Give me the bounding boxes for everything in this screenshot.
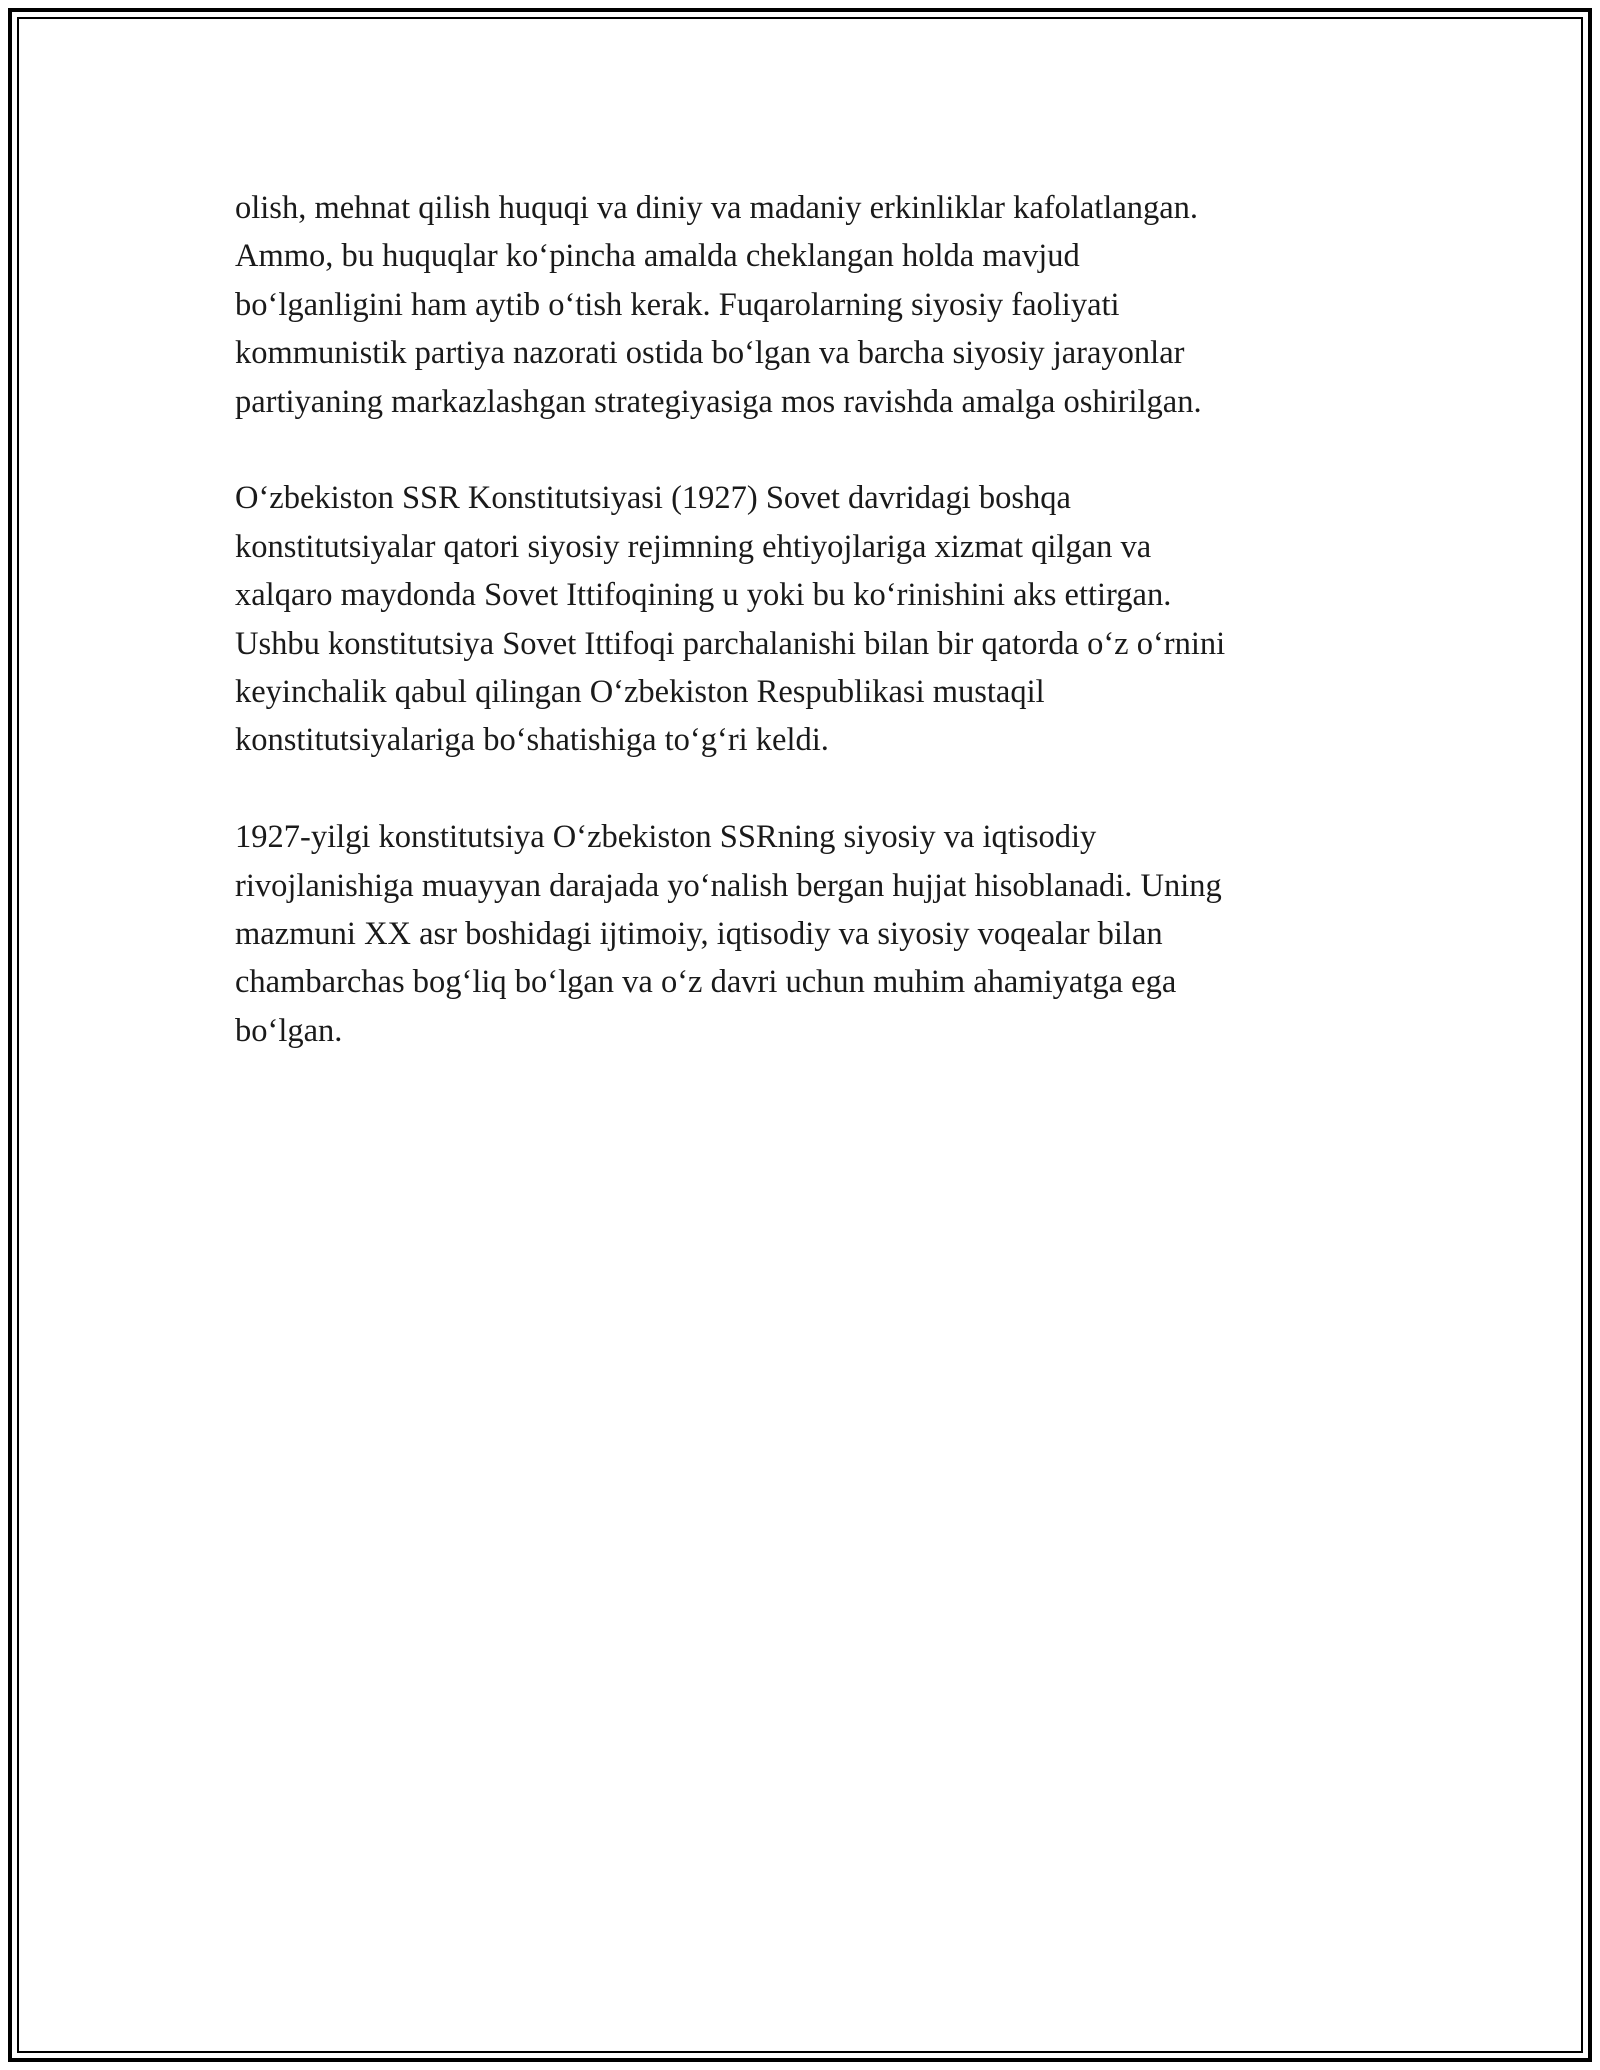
paragraph-civil-rights: olish, mehnat qilish huquqi va diniy va madaniy erkinliklar kafolatlangan. Ammo, bu huquqlar koʻpincha amalda cheklangan holda mavjud boʻlganligini ham aytib oʻtish kerak. Fuqarolarning siyosiy faoliyati kommunistik partiya nazorati ostida boʻlgan va barcha siyosiy jarayonlar partiyaning markazlashgan strategiyasiga mos ravishda amalga oshirilgan. — [235, 190, 1202, 420]
paragraph-constitution-significance: 1927-yilgi konstitutsiya Oʻzbekiston SSRning siyosiy va iqtisodiy rivojlanishiga muayyan darajada yoʻnalish bergan hujjat hisoblanadi. Uning mazmuni XX asr boshidagi ijtimoiy, iqtisodiy va siyosiy voqealar bilan chambarchas bogʻliq boʻlgan va oʻz davri uchun muhim ahamiyatga ega boʻlgan. — [235, 819, 1222, 1049]
document-body — [235, 184, 1375, 1055]
paragraph-constitution-role: Oʻzbekiston SSR Konstitutsiyasi (1927) Sovet davridagi boshqa konstitutsiyalar qatori siyosiy rejimning ehtiyojlariga xizmat qilgan va xalqaro maydonda Sovet Ittifoqining u yoki bu koʻrinishini aks ettirgan. Ushbu konstitutsiya Sovet Ittifoqi parchalanishi bilan bir qatorda oʻz oʻrnini keyinchalik qabul qilingan Oʻzbekiston Respublikasi mustaqil konstitutsiyalariga boʻshatishiga toʻgʻri keldi. — [235, 480, 1226, 759]
